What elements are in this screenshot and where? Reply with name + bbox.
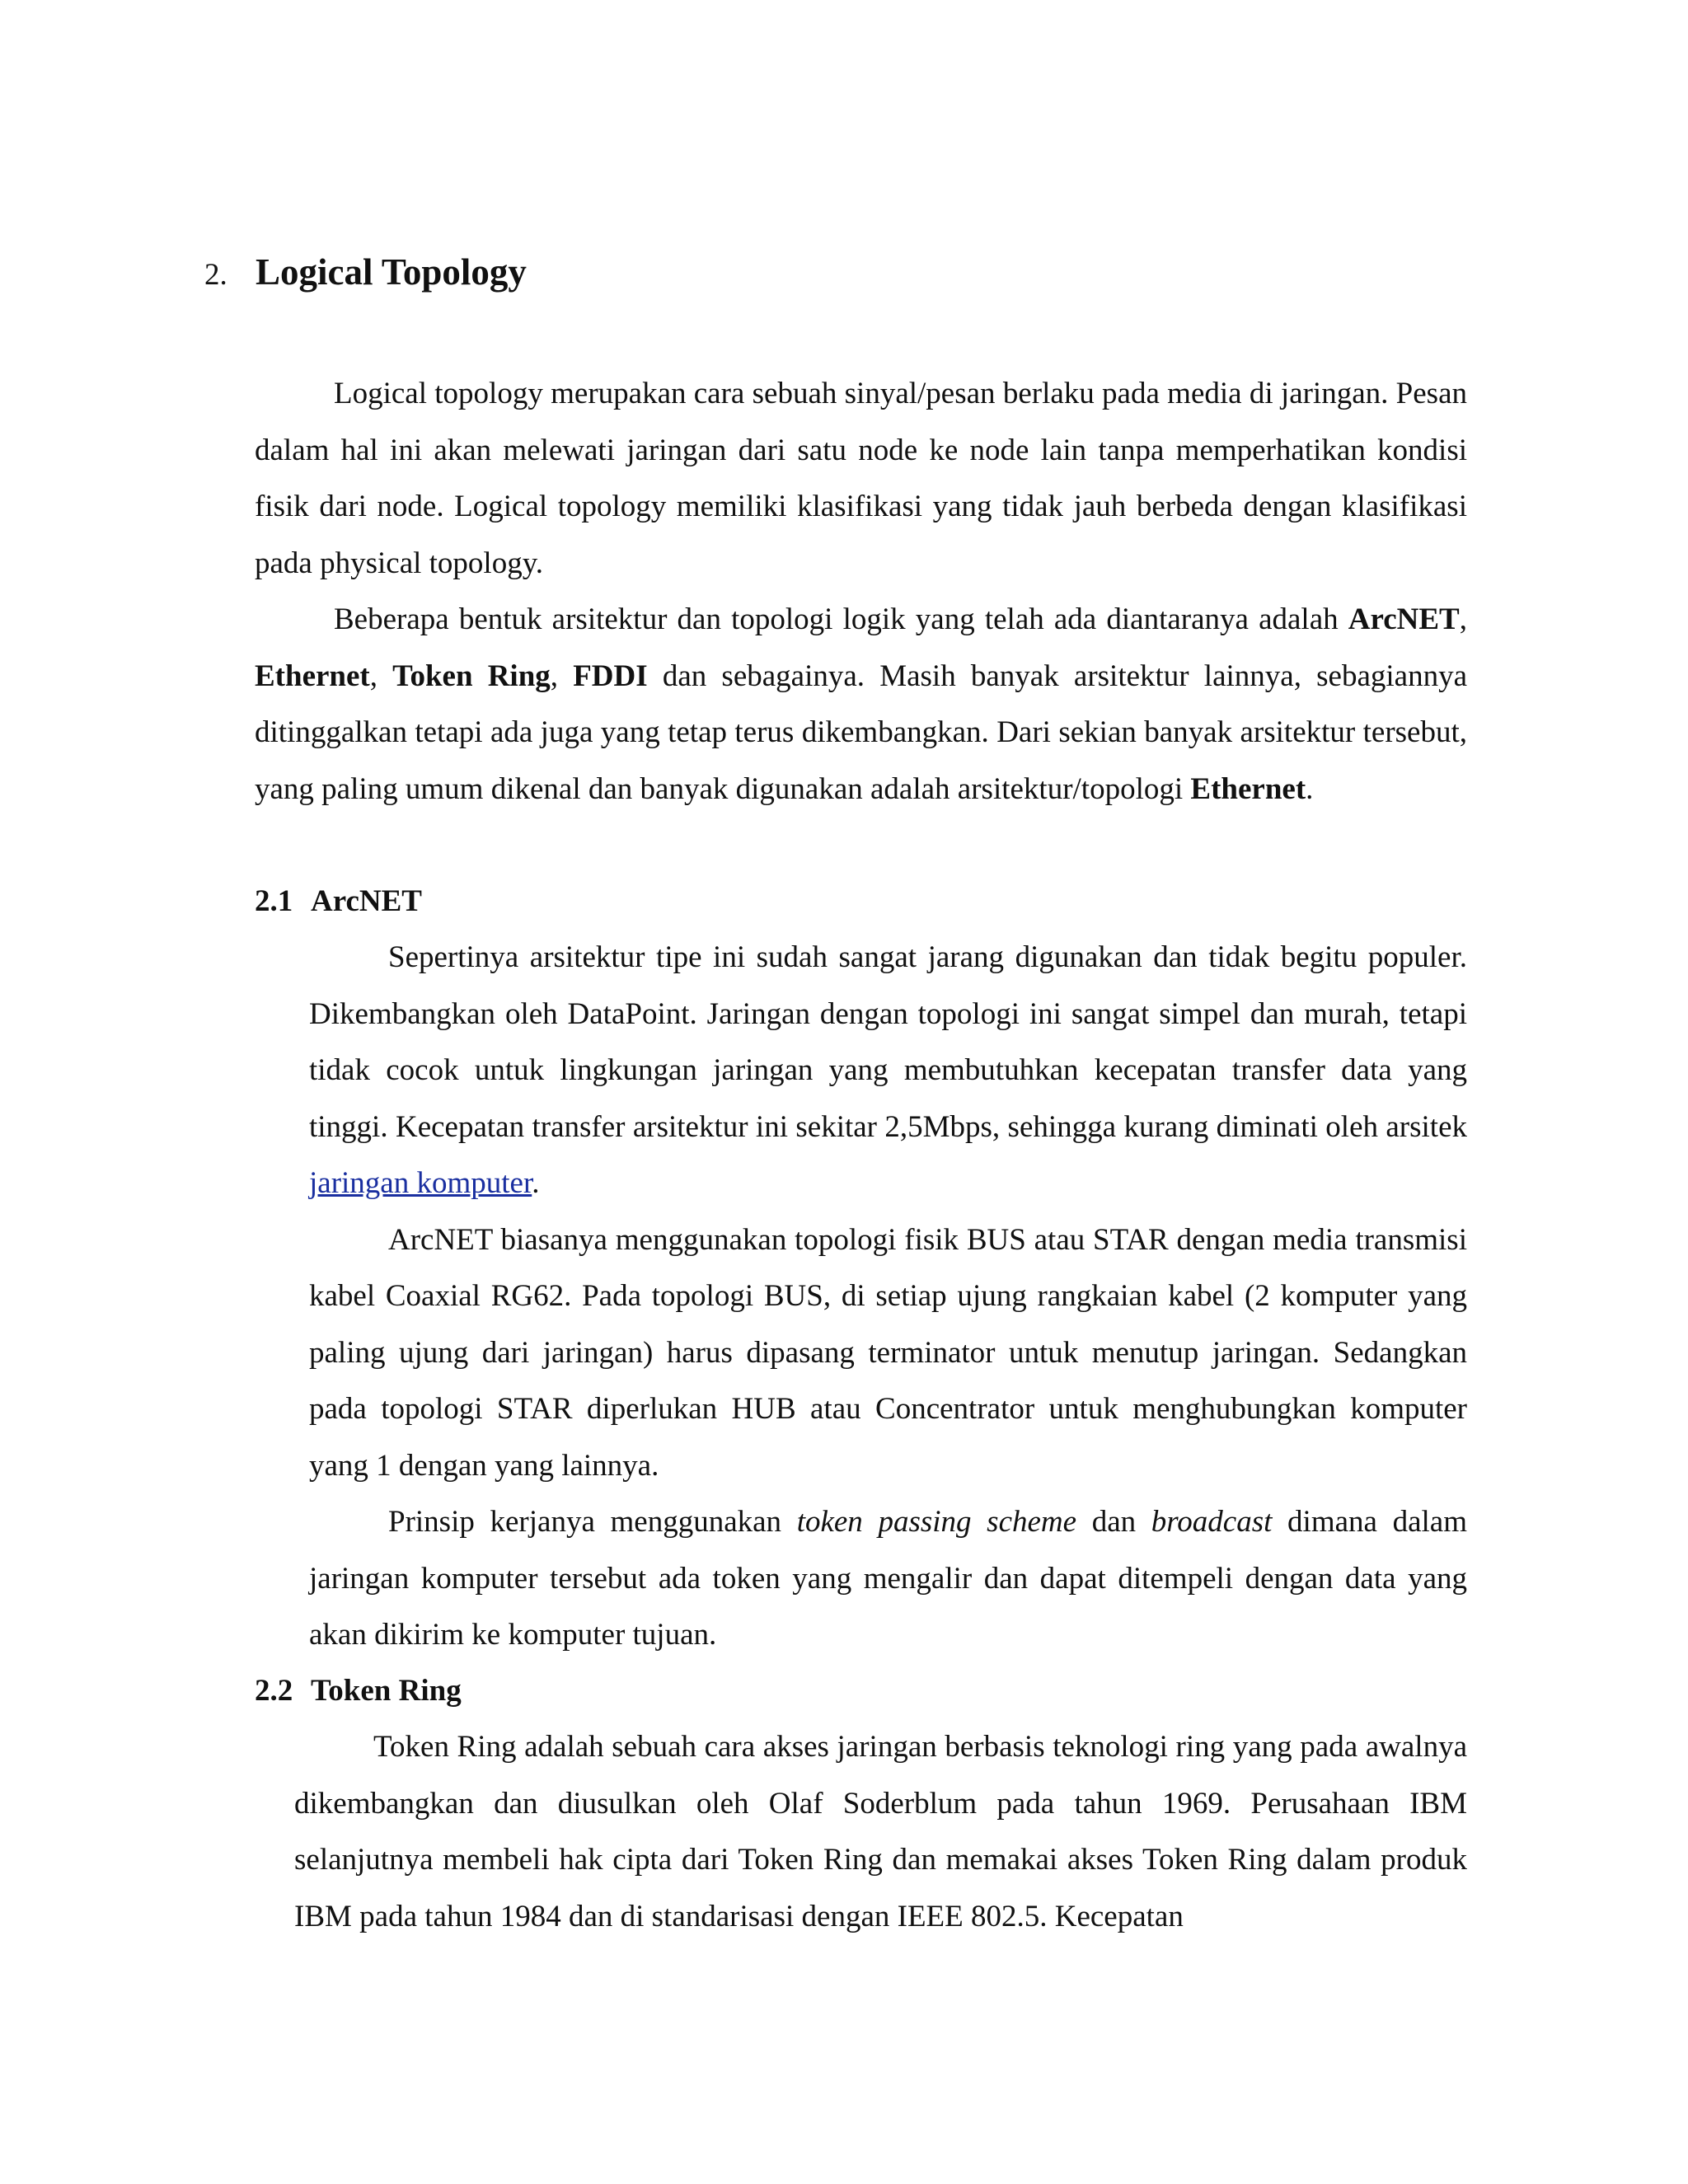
intro-p2-sep: , (1459, 602, 1467, 636)
intro-p2-sep: , (369, 658, 393, 693)
term-fddi: FDDI (573, 658, 648, 693)
token-ring-body (294, 1719, 1467, 1945)
arcnet-p3-text: dan (1076, 1505, 1151, 1539)
intro-p2-end: . (1306, 771, 1314, 806)
term-token-ring: Token Ring (392, 658, 551, 693)
subsection-number: 2.2 (255, 1674, 293, 1708)
section-number: 2. (204, 258, 227, 292)
subsection-title: Token Ring (311, 1674, 462, 1708)
term-ethernet-emphasis: Ethernet (1190, 771, 1306, 806)
term-ethernet: Ethernet (255, 658, 370, 693)
intro-paragraph-1: Logical topology merupakan cara sebuah sinyal/pesan berlaku pada media di jaringan. Pesan dalam hal ini akan melewati jaringan dari satu node ke node lain tanpa memperhatikan kondisi fisik dari node. Logical topology memiliki klasifikasi yang tidak jauh berbeda dengan klasifikasi pada physical topology. (255, 377, 1467, 580)
token-ring-paragraph-1: Token Ring adalah sebuah cara akses jaringan berbasis teknologi ring yang pada awalnya dikembangkan dan diusulkan oleh Olaf Soderblum pada tahun 1969. Perusahaan IBM selanjutnya membeli hak cipta dari Token Ring dan memakai akses Token Ring dalam produk IBM pada tahun 1984 dan di standarisasi dengan IEEE 802.5. Kecepatan (294, 1730, 1467, 1933)
arcnet-p3-text: dimana dalam jaringan komputer tersebut ada token yang mengalir dan dapat ditempeli dengan data yang akan dikirim ke komputer tujuan. (309, 1505, 1467, 1652)
intro-body (255, 366, 1467, 818)
term-broadcast: broadcast (1151, 1505, 1273, 1539)
section-title: Logical Topology (256, 251, 527, 293)
intro-p2-text: Beberapa bentuk arsitektur dan topologi logik yang telah ada diantaranya adalah (334, 602, 1348, 636)
arcnet-paragraph-1 (309, 930, 1467, 1212)
arcnet-p1-end: . (532, 1166, 540, 1200)
term-token-passing-scheme: token passing scheme (796, 1505, 1077, 1539)
intro-p2-sep: , (550, 658, 574, 693)
section-heading (204, 247, 527, 300)
arcnet-paragraph-3 (309, 1494, 1467, 1664)
arcnet-p1-text: Sepertinya arsitektur tipe ini sudah sangat jarang digunakan dan tidak begitu populer. Dikembangkan oleh DataPoint. Jaringan dengan topologi ini sangat simpel dan murah, tetapi tidak cocok untuk lingkungan jaringan yang membutuhkan kecepatan transfer data yang tinggi. Kecepatan transfer arsitektur ini sekitar 2,5Mbps, sehingga kurang diminati oleh arsitek (309, 940, 1467, 1144)
term-arcnet: ArcNET (1348, 602, 1460, 636)
subsection-heading-arcnet (255, 874, 422, 930)
arcnet-p3-text: Prinsip kerjanya menggunakan (388, 1505, 797, 1539)
jaringan-komputer-link[interactable]: jaringan komputer (309, 1166, 532, 1200)
subsection-heading-token-ring (255, 1663, 462, 1720)
intro-p2-text: dan sebagainya. Masih banyak arsitektur lainnya, sebagiannya ditinggalkan tetapi ada juga yang tetap terus dikembangkan. Dari sekian banyak arsitektur tersebut, yang paling umum dikenal dan banyak digunakan adalah arsitektur/topologi (255, 658, 1467, 806)
subsection-title: ArcNET (311, 884, 422, 918)
arcnet-body (309, 930, 1467, 1664)
intro-paragraph-2 (255, 592, 1467, 818)
subsection-number: 2.1 (255, 884, 293, 918)
arcnet-paragraph-2: ArcNET biasanya menggunakan topologi fisik BUS atau STAR dengan media transmisi kabel Coaxial RG62. Pada topologi BUS, di setiap ujung rangkaian kabel (2 komputer yang paling ujung dari jaringan) harus dipasang terminator untuk menutup jaringan. Sedangkan pada topologi STAR diperlukan HUB atau Concentrator untuk menghubungkan komputer yang 1 dengan yang lainnya. (309, 1222, 1467, 1483)
